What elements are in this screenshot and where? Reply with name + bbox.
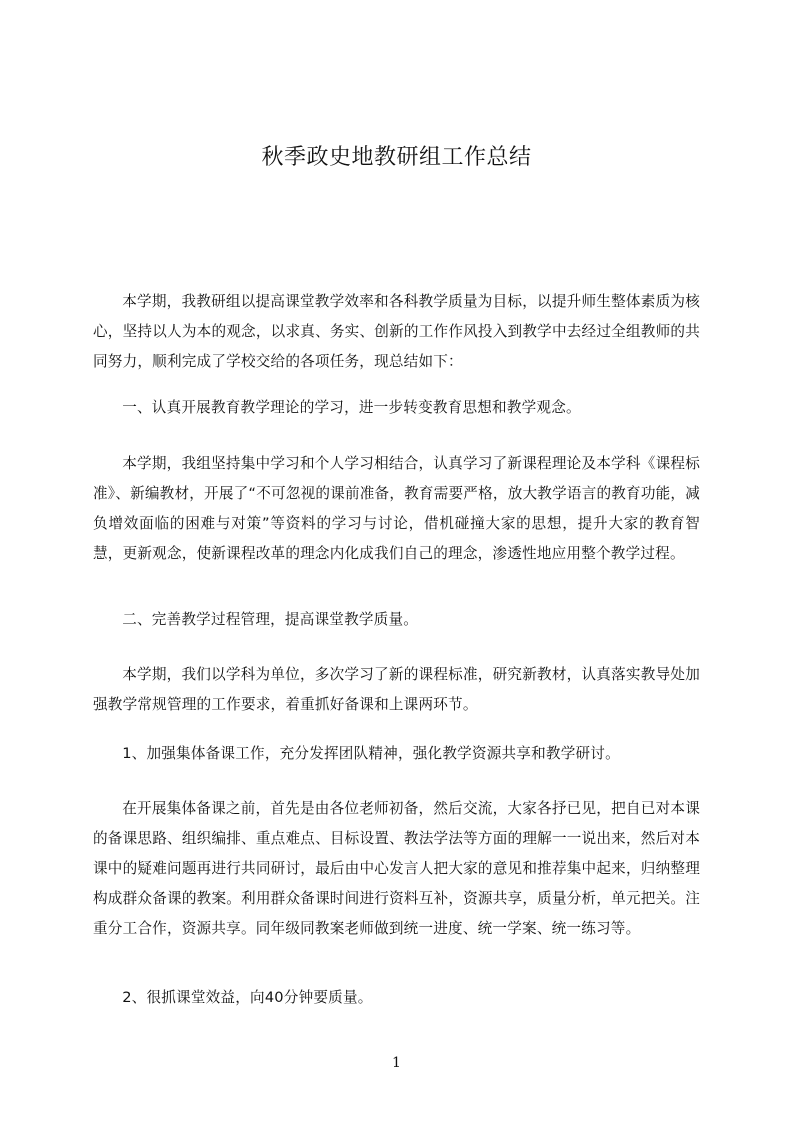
paragraph-subsection-1: 在开展集体备课之前，首先是由各位老师初备，然后交流，大家各抒已见，把自已对本课的备课思路、组织编排、重点难点、目标设置、教法学法等方面的理解一一说出来，然后对本课中的疑难问题再进行共同研讨，最后由中心发言人把大家的意见和推荐集中起来，归纳整理构成群众备课的教案。利用群众备课时间进行资料互补，资源共享，质量分析，单元把关。注重分工合作，资源共享。同年级同教案老师做到统一进度、统一学案、统一练习等。 (93, 800, 700, 937)
section-heading-2: 二、完善教学过程管理，提高课堂教学质量。 (122, 611, 419, 628)
paragraph-section-1: 本学期，我组坚持集中学习和个人学习相结合，认真学习了新课程理论及本学科《课程标准》、新编教材，开展了“不可忽视的课前准备，教育需要严格，放大教学语言的教育功能，减负增效面临的困难与对策”等资料的学习与讨论，借机碰撞大家的思想，提升大家的教育智慧，更新观念，使新课程改革的理念内化成我们自己的理念，渗透性地应用整个教学过程。 (93, 455, 701, 562)
document-title: 秋季政史地教研组工作总结 (261, 145, 532, 170)
subheading-1: 1、加强集体备课工作，充分发挥团队精神，强化教学资源共享和教学研讨。 (122, 745, 620, 762)
paragraph-section-2: 本学期，我们以学科为单位，多次学习了新的课程标准，研究新教材，认真落实教导处加强教学常规管理的工作要求，着重抓好备课和上课两环节。 (93, 666, 700, 713)
paragraph-intro: 本学期，我教研组以提高课堂教学效率和各科教学质量为目标，以提升师生整体素质为核心，坚持以人为本的观念，以求真、务实、创新的工作作风投入到教学中去经过全组教师的共同努力，顺利完成了学校交给的各项任务，现总结如下： (93, 293, 700, 370)
section-heading-1: 一、认真开展教育教学理论的学习，进一步转变教育思想和教学观念。 (122, 399, 581, 416)
subheading-2: 2、很抓课堂效益，向40分钟要质量。 (122, 989, 373, 1006)
page-number: 1 (392, 1055, 401, 1071)
